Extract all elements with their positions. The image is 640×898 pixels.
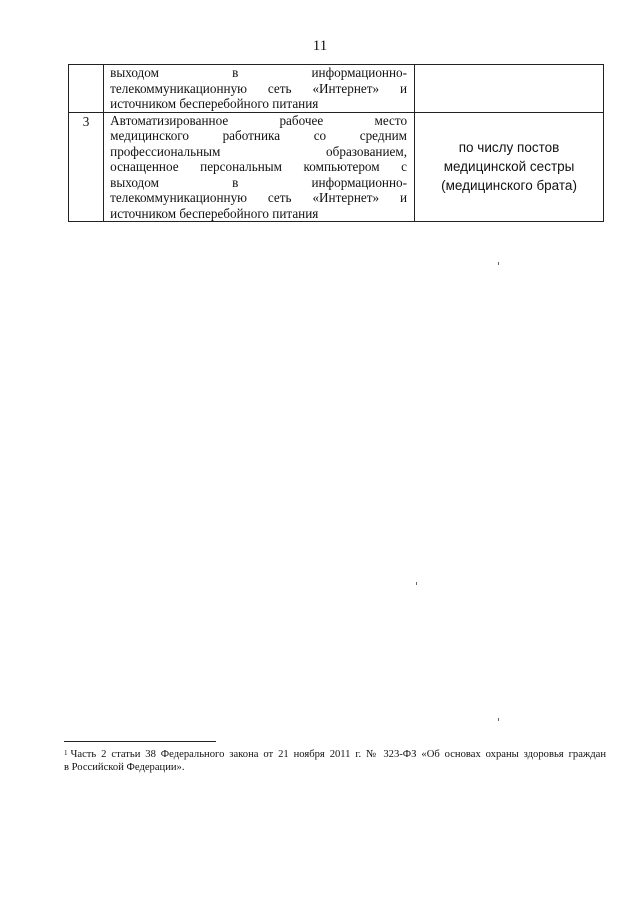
description-line: выходом в информационно- xyxy=(110,65,408,80)
description-line: профессиональным образованием, xyxy=(110,143,408,159)
row-quantity-cell xyxy=(415,112,604,222)
quantity-line: (медицинского брата) xyxy=(441,178,577,194)
footnote-line: в Российской Федерации». xyxy=(64,762,185,773)
footnote-line xyxy=(64,748,606,761)
description-line: источником бесперебойного питания xyxy=(110,96,319,111)
row-description-cell xyxy=(104,65,415,113)
equipment-table xyxy=(68,64,604,222)
page-number: 11 xyxy=(312,38,328,54)
row-number-cell: 3 xyxy=(69,112,104,222)
footnote-separator xyxy=(64,741,216,742)
description-line: источником бесперебойного питания xyxy=(110,205,319,221)
description-line: оснащенное персональным компьютером с xyxy=(110,159,408,174)
quantity-line: медицинской сестры xyxy=(443,159,575,175)
footnote-text: Часть 2 статьи 38 Федерального закона от 21 ноября 2011 г. № 323-ФЗ «Об основах охраны здоровья граждан xyxy=(70,749,606,760)
table-row xyxy=(69,65,604,113)
table-row xyxy=(69,112,604,222)
row-number-cell xyxy=(69,65,104,113)
description-line: медицинского работника со средним xyxy=(110,128,408,143)
description-line: Автоматизированное рабочее место xyxy=(110,112,408,128)
description-line: телекоммуникационную сеть «Интернет» и xyxy=(110,80,408,96)
scan-speck xyxy=(498,262,499,265)
row-description-cell xyxy=(104,112,415,222)
footnote-marker: 1 xyxy=(64,749,68,757)
quantity-line: по числу постов xyxy=(458,140,560,156)
description-line: выходом в информационно- xyxy=(110,174,408,190)
description-line: телекоммуникационную сеть «Интернет» и xyxy=(110,190,408,205)
footnote xyxy=(64,748,606,774)
scan-speck xyxy=(498,718,499,721)
scan-speck xyxy=(416,582,417,585)
row-quantity-cell xyxy=(415,65,604,113)
